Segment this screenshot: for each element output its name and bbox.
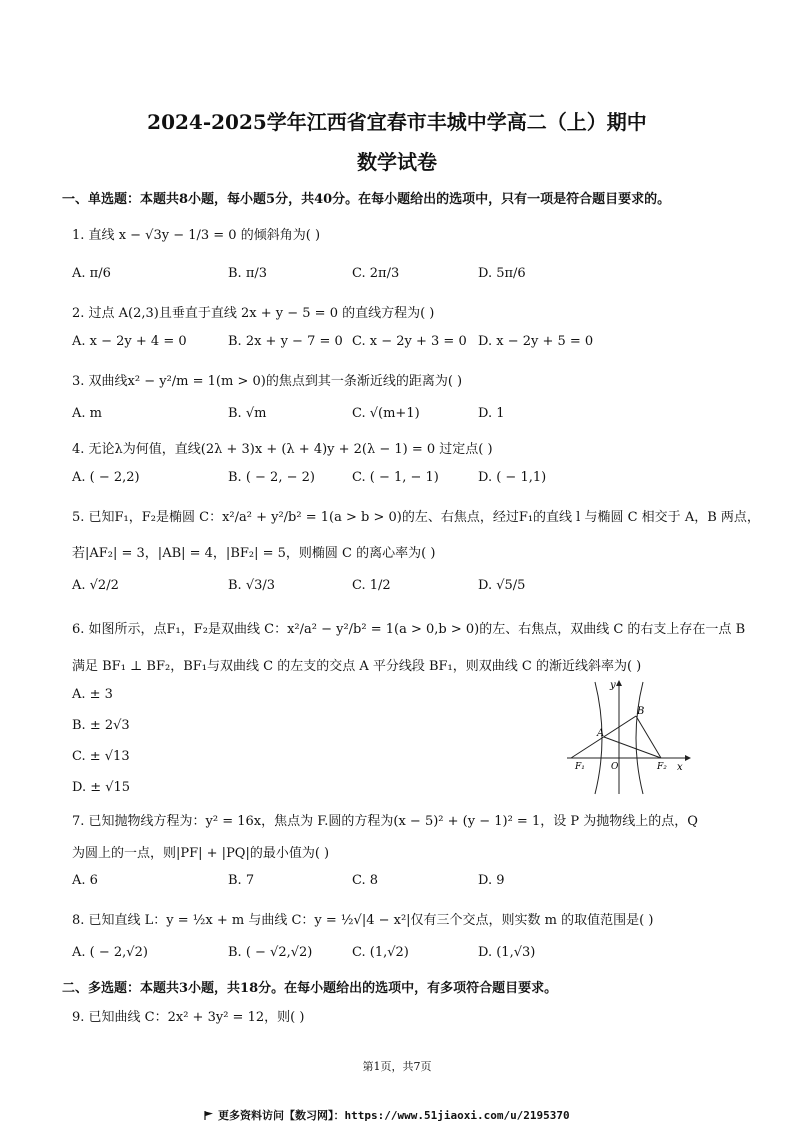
y-axis-arrow xyxy=(616,680,622,686)
q3-option-b[interactable]: B. √m xyxy=(228,406,267,421)
label-a: A xyxy=(597,728,605,739)
question-7-line-1: 7. 已知抛物线方程为：y² = 16x，焦点为 F.圆的方程为(x − 5)² + (y − 1)² = 1，设 P 为抛物线上的点，Q xyxy=(72,814,698,829)
segment-b-f2 xyxy=(636,716,661,758)
q3-option-c[interactable]: C. √(m+1) xyxy=(352,406,420,421)
label-y: y xyxy=(610,680,616,691)
label-f1: F₁ xyxy=(575,762,585,772)
exam-title: 2024-2025学年江西省宜春市丰城中学高二（上）期中 xyxy=(147,110,647,134)
x-axis-arrow xyxy=(685,755,691,761)
label-f2: F₂ xyxy=(657,762,667,772)
q8-option-a[interactable]: A. ( − 2,√2) xyxy=(72,945,148,960)
exam-subtitle: 数学试卷 xyxy=(357,150,437,174)
section-1-heading: 一、单选题：本题共8小题，每小题5分，共40分。在每小题给出的选项中，只有一项是符合题目要求的。 xyxy=(62,192,671,207)
q2-option-a[interactable]: A. x − 2y + 4 = 0 xyxy=(72,334,187,349)
q1-option-a[interactable]: A. π/6 xyxy=(72,266,111,281)
q6-option-c[interactable]: C. ± √13 xyxy=(72,749,130,764)
page-number: 第1页，共7页 xyxy=(362,1060,432,1073)
q3-option-a[interactable]: A. m xyxy=(72,406,102,421)
q6-option-a[interactable]: A. ± 3 xyxy=(72,687,113,702)
label-o: O xyxy=(611,762,619,772)
q4-option-a[interactable]: A. ( − 2,2) xyxy=(72,470,140,485)
flag-icon xyxy=(204,1111,214,1120)
q6-option-d[interactable]: D. ± √15 xyxy=(72,780,131,795)
question-8: 8. 已知直线 L：y = ½x + m 与曲线 C：y = ½√|4 − x²|仅有三个交点，则实数 m 的取值范围是( ) xyxy=(72,913,654,928)
q2-option-d[interactable]: D. x − 2y + 5 = 0 xyxy=(478,334,594,349)
label-x: x xyxy=(677,762,683,773)
question-9: 9. 已知曲线 C：2x² + 3y² = 12，则( ) xyxy=(72,1010,305,1025)
q4-option-d[interactable]: D. ( − 1,1) xyxy=(478,470,547,485)
q3-option-d[interactable]: D. 1 xyxy=(478,406,505,421)
q1-option-d[interactable]: D. 5π/6 xyxy=(478,266,526,281)
q6-option-b[interactable]: B. ± 2√3 xyxy=(72,718,130,733)
q8-option-c[interactable]: C. (1,√2) xyxy=(352,945,409,960)
q8-option-d[interactable]: D. (1,√3) xyxy=(478,945,536,960)
section-2-heading: 二、多选题：本题共3小题，共18分。在每小题给出的选项中，有多项符合题目要求。 xyxy=(62,981,558,996)
right-branch xyxy=(636,682,643,794)
q8-option-b[interactable]: B. ( − √2,√2) xyxy=(228,945,313,960)
question-2: 2. 过点 A(2,3)且垂直于直线 2x + y − 5 = 0 的直线方程为( ) xyxy=(72,306,435,321)
question-4: 4. 无论λ为何值，直线(2λ + 3)x + (λ + 4)y + 2(λ − 1) = 0 过定点( ) xyxy=(72,442,493,457)
q7-option-d[interactable]: D. 9 xyxy=(478,873,505,888)
hyperbola-figure xyxy=(565,678,695,796)
q7-option-b[interactable]: B. 7 xyxy=(228,873,255,888)
q4-option-c[interactable]: C. ( − 1, − 1) xyxy=(352,470,439,485)
question-6-line-1: 6. 如图所示，点F₁，F₂是双曲线 C：x²/a² − y²/b² = 1(a > 0,b > 0)的左、右焦点，双曲线 C 的右支上存在一点 B xyxy=(72,622,746,637)
question-5-line-2: 若|AF₂| = 3，|AB| = 4，|BF₂| = 5，则椭圆 C 的离心率为( ) xyxy=(72,546,436,561)
question-1: 1. 直线 x − √3y − 1/3 = 0 的倾斜角为( ) xyxy=(72,228,321,243)
q2-option-b[interactable]: B. 2x + y − 7 = 0 xyxy=(228,334,343,349)
question-5-line-1: 5. 已知F₁，F₂是椭圆 C：x²/a² + y²/b² = 1(a > b > 0)的左、右焦点，经过F₁的直线 l 与椭圆 C 相交于 A，B 两点， xyxy=(72,510,760,525)
q7-option-c[interactable]: C. 8 xyxy=(352,873,379,888)
q5-option-c[interactable]: C. 1/2 xyxy=(352,578,391,593)
question-7-line-2: 为圆上的一点，则|PF| + |PQ|的最小值为( ) xyxy=(72,846,330,861)
q2-option-c[interactable]: C. x − 2y + 3 = 0 xyxy=(352,334,467,349)
q4-option-b[interactable]: B. ( − 2, − 2) xyxy=(228,470,315,485)
q1-option-b[interactable]: B. π/3 xyxy=(228,266,268,281)
question-1-expr: x − √3y − 1/3 = 0 xyxy=(118,228,237,243)
q1-option-c[interactable]: C. 2π/3 xyxy=(352,266,400,281)
question-6-line-2: 满足 BF₁ ⊥ BF₂，BF₁与双曲线 C 的左支的交点 A 平分线段 BF₁，则双曲线 C 的渐近线斜率为( ) xyxy=(72,659,642,674)
question-3: 3. 双曲线x² − y²/m = 1(m > 0)的焦点到其一条渐近线的距离为( ) xyxy=(72,374,463,389)
q7-option-a[interactable]: A. 6 xyxy=(72,873,98,888)
q5-option-b[interactable]: B. √3/3 xyxy=(228,578,276,593)
promo-line[interactable]: 更多资料访问【数习网】：https://www.51jiaoxi.com/u/2195370 xyxy=(204,1107,570,1123)
segment-a-f2 xyxy=(604,737,661,758)
label-b: B xyxy=(637,706,645,717)
q5-option-d[interactable]: D. √5/5 xyxy=(478,578,526,593)
q5-option-a[interactable]: A. √2/2 xyxy=(72,578,119,593)
